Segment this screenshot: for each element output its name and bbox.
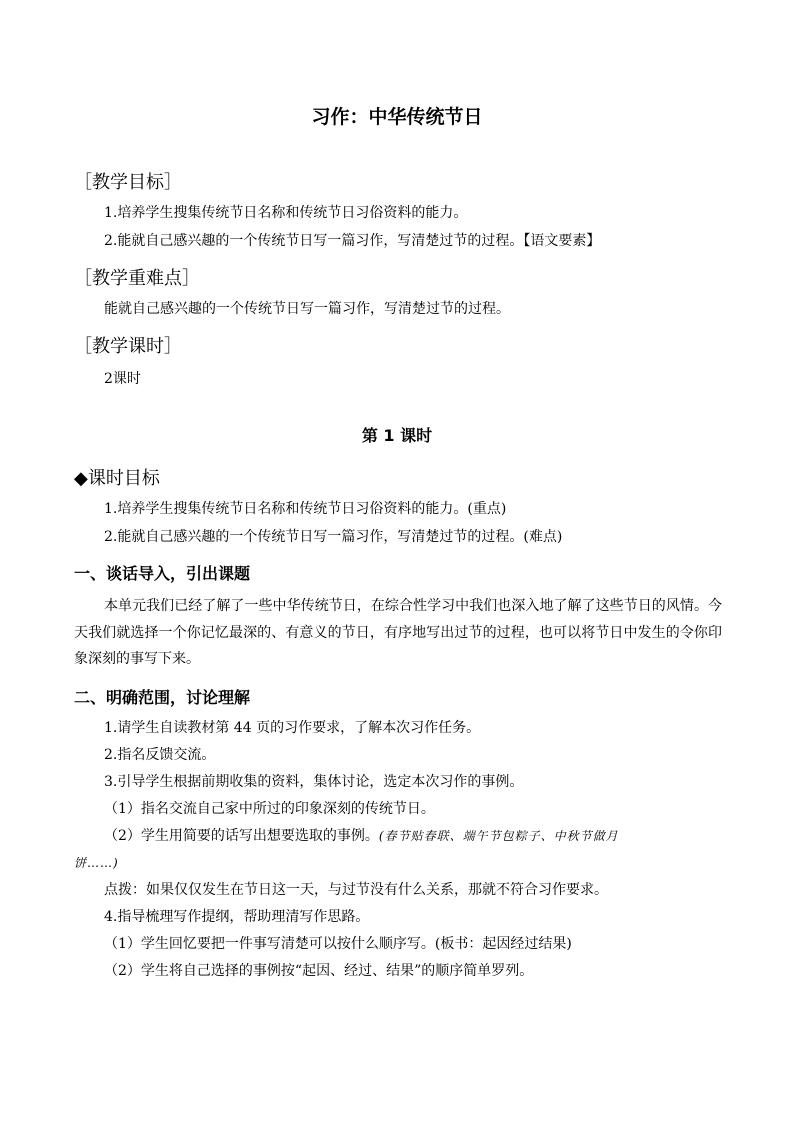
goal-item: 2.能就自己感兴趣的一个传统节日写一篇习作，写清楚过节的过程。【语文要素】: [104, 233, 601, 249]
goal-item: 1.培养学生搜集传统节日名称和传统节日习俗资料的能力。: [104, 205, 468, 221]
hours-heading: ［教学课时］: [74, 336, 182, 357]
lesson-goal-heading: ◆课时目标: [74, 468, 160, 489]
intro-paragraph: 本单元我们已经了解了一些中华传统节日，在综合性学习中我们也深入地了解了这些节日的风情。今天我们就选择一个你记忆最深的、有意义的节日，有序地写出过节的过程，也可以将节日中发生的令你印象深刻的事写下来。: [74, 598, 722, 667]
section-heading-scope: 二、明确范围，讨论理解: [74, 688, 251, 707]
list-item: 4.指导梳理写作提纲，帮助理清写作思路。: [104, 909, 370, 925]
list-item: 1.请学生自读教材第 44 页的习作要求，了解本次习作任务。: [104, 720, 481, 736]
hours-text: 2课时: [104, 371, 141, 387]
list-item: 2.指名反馈交流。: [104, 747, 216, 763]
page-title: 习作：中华传统节日: [311, 106, 483, 128]
section-heading-intro: 一、谈话导入，引出课题: [74, 564, 251, 583]
lesson-goal-item: 1.培养学生搜集传统节日名称和传统节日习俗资料的能力。(重点): [104, 501, 507, 517]
list-item: （1）指名交流自己家中所过的印象深刻的传统节日。: [104, 801, 435, 817]
list-item-main: （2）学生用简要的话写出想要选取的事例。: [104, 828, 379, 844]
list-item: 3.引导学生根据前期收集的资料，集体讨论，选定本次习作的事例。: [104, 774, 524, 790]
tip-text: 点拨：如果仅仅发生在节日这一天，与过节没有什么关系，那就不符合习作要求。: [104, 882, 608, 898]
list-item-note: 饼……): [74, 856, 119, 870]
list-item: （1）学生回忆要把一件事写清楚可以按什么顺序写。(板书：起因经过结果): [104, 936, 572, 952]
list-item: [104, 826, 619, 846]
goals-heading: ［教学目标］: [74, 172, 182, 193]
list-item: （2）学生将自己选择的事例按“起因、经过、结果”的顺序简单罗列。: [104, 963, 534, 979]
lesson-title: 第 1 课时: [361, 426, 433, 445]
list-item-note: (春节贴春联、端午节包粽子、中秋节做月: [378, 829, 619, 843]
key-points-text: 能就自己感兴趣的一个传统节日写一篇习作，写清楚过节的过程。: [104, 301, 510, 317]
key-points-heading: ［教学重难点］: [74, 268, 200, 289]
lesson-goal-item: 2.能就自己感兴趣的一个传统节日写一篇习作，写清楚过节的过程。(难点): [104, 529, 563, 545]
list-item-continued: [74, 853, 119, 873]
